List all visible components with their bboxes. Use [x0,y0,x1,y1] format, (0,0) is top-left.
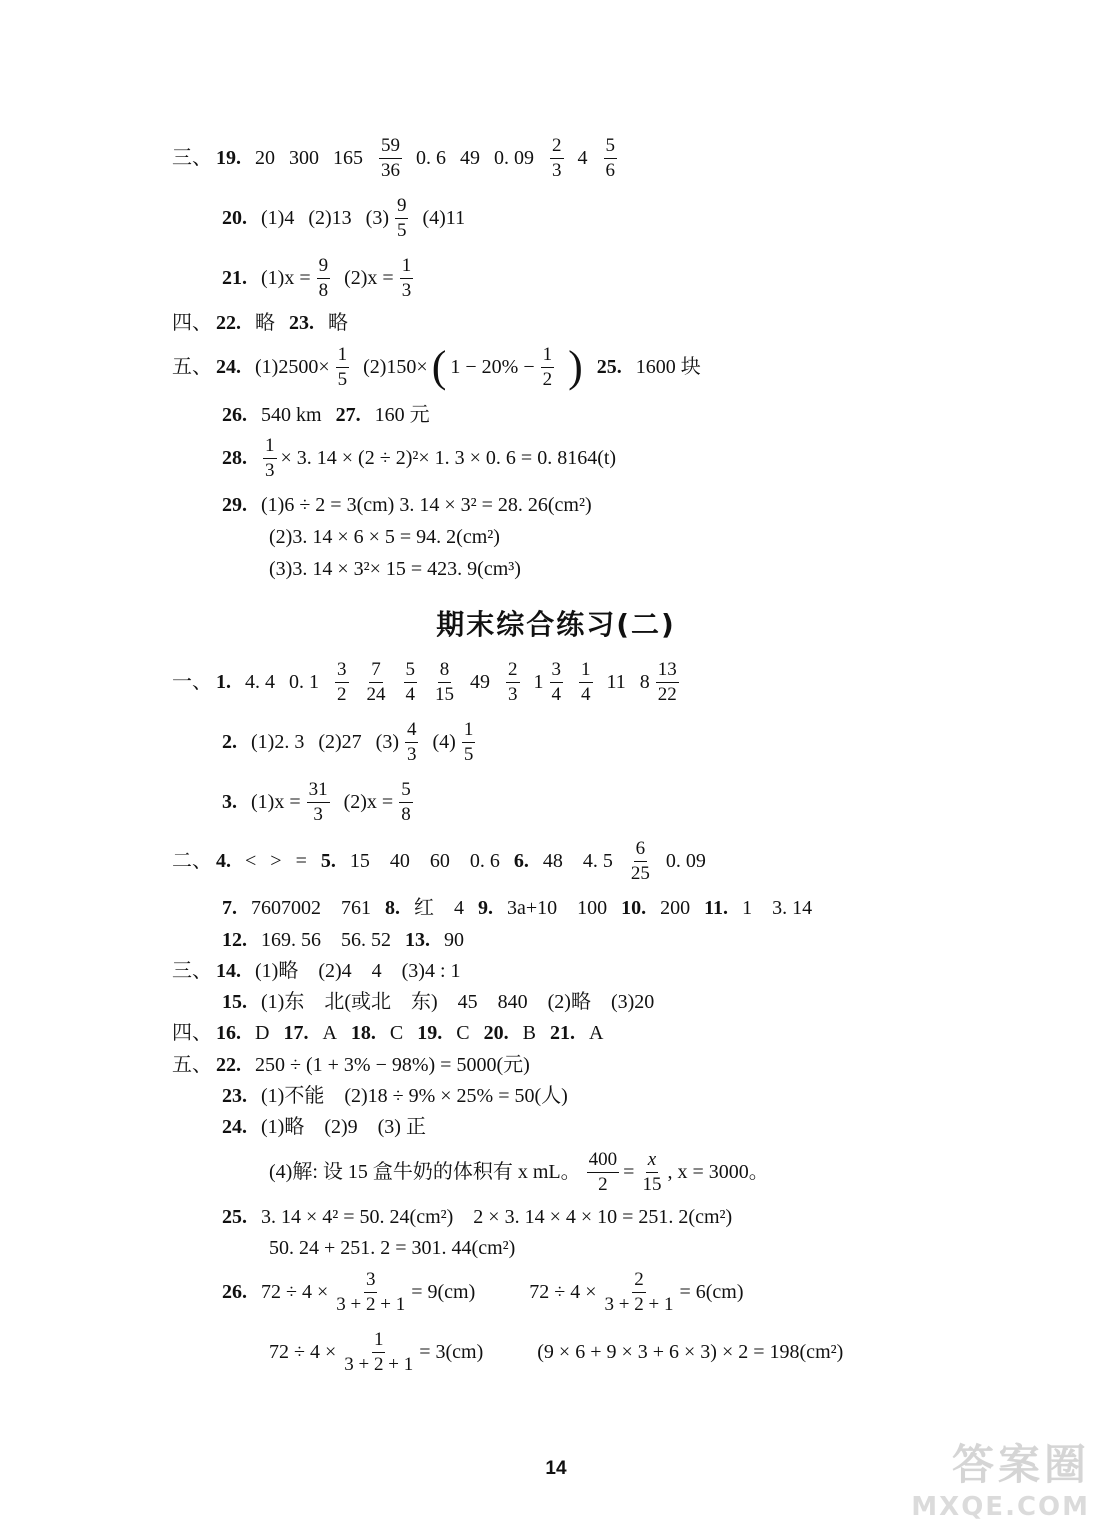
fraction: $\frac{5}{8}$ [401,779,411,825]
fraction: $\frac{31}{3}$ [308,779,328,825]
q26b-line-1: 26. 72 ÷ 4 × $\frac{3}{3 + 2 + 1}$ = 9(cm) 72 ÷ 4 × $\frac{2}{3 + 2 + 1}$ = 6(cm) [222,1269,744,1315]
fraction: $\frac{1}{2}$ [542,344,553,390]
q29-line-2: (2)3. 14 × 6 × 5 = 94. 2(cm²) [269,526,500,548]
fraction: 1 5 [463,719,474,765]
q26b-line-2: 72 ÷ 4 × $\frac{1}{3 + 2 + 1}$ = 3(cm) (9 × 6 + 9 × 3 + 6 × 3) × 2 = 198(cm²) [269,1329,844,1375]
q12-line: 12. 169. 56 56. 52 13. 90 [222,929,464,951]
q4-line: 二、 4. < > = 5. 15 40 60 0. 6 6. 48 4. 5 6 25 0. 09 [172,838,706,884]
q25-line-2: 50. 24 + 251. 2 = 301. 44(cm²) [269,1237,516,1259]
fraction: 8 15 [435,659,454,705]
fraction: 5 6 [605,135,615,181]
fraction: 59 36 [381,135,400,181]
q24b-line-2: (4)解: 设 15 盒牛奶的体积有 x mL。 $\frac{400}{2}$ = $\frac{x}{15}$ , x = 3000。 [269,1149,769,1195]
q1-line: 一、 1. 4. 4 0. 1 3 2 7 24 5 4 8 15 49 2 3 1 3 4 1 4 11 8 13 22 [172,659,677,705]
fraction: 9 5 [396,195,407,241]
fraction: 7 24 [366,659,386,705]
fraction: $\frac{2}{3 + 2 + 1}$ [604,1269,674,1315]
q2-line: 2. (1)2. 3 (2)27 (3) 4 3 (4) 1 5 [222,719,474,765]
q16-line: 四、 16. D 17. A 18. C 19. C 20. B 21. A [172,1022,604,1044]
fraction: $\frac{1}{3}$ [265,435,275,481]
right-paren: ) [568,342,583,392]
q22-line: 四、 22. 略 23. 略 [172,312,348,334]
fraction: 5 4 [405,659,415,705]
fraction: 3 2 [337,659,347,705]
fraction: 6 25 [630,838,650,884]
fraction: $\frac{9}{8}$ [318,255,329,301]
q19-line: 三、 19. 20 300 165 59 36 0. 6 49 0. 09 2 3 4 5 6 [172,135,615,181]
q26-line: 26. 540 km 27. 160 元 [222,404,430,426]
q15-line: 15. (1)东 北(或北 东) 45 840 (2)略 (3)20 [222,991,655,1013]
page-number: 14 [545,1458,567,1479]
watermark: 答案圈 MXQE.COM [911,1440,1090,1522]
q21-line: 21. (1)x = $\frac{9}{8}$ (2)x = $\frac{1}{3}$ [222,255,412,301]
fraction: 4 3 [406,719,417,765]
left-paren: ( [431,342,447,392]
fraction: 3 4 [551,659,561,705]
q25-line-1: 25. 3. 14 × 4² = 50. 24(cm²) 2 × 3. 14 × 4 × 10 = 251. 2(cm²) [222,1206,733,1228]
fraction: 1 4 [581,659,591,705]
fraction: $\frac{1}{3}$ [401,255,412,301]
q24-line: 五、 24. (1)2500× $\frac{1}{5}$ (2)150× ( 1 − 20% − $\frac{1}{2}$ ) 25. 1600 块 [172,342,701,392]
fraction: $\frac{3}{3 + 2 + 1}$ [336,1269,406,1315]
fraction: $\frac{400}{2}$ [588,1149,618,1195]
section-title: 期末综合练习(二) [436,608,676,641]
q24b-line-1: 24. (1)略 (2)9 (3) 正 [222,1116,426,1138]
fraction: $\frac{1}{3 + 2 + 1}$ [344,1329,414,1375]
q29-line-1: 29. (1)6 ÷ 2 = 3(cm) 3. 14 × 3² = 28. 26(cm²) [222,494,592,516]
fraction: 2 3 [552,135,562,181]
fraction: 13 22 [657,659,677,705]
fraction: $\frac{1}{5}$ [337,344,348,390]
q20-line: 20. (1)4 (2)13 (3) 9 5 (4)11 [222,195,466,241]
q22b-line: 五、 22. 250 ÷ (1 + 3% − 98%) = 5000(元) [172,1054,530,1076]
q23-line: 23. (1)不能 (2)18 ÷ 9% × 25% = 50(人) [222,1085,568,1107]
q7-line: 7. 7607002 761 8. 红 4 9. 3a+10 100 10. 200 11. 1 3. 14 [222,897,813,919]
q14-line: 三、 14. (1)略 (2)4 4 (3)4 : 1 [172,960,461,982]
q28-line: 28. $\frac{1}{3}$ × 3. 14 × (2 ÷ 2)²× 1. 3 × 0. 6 = 0. 8164(t) [222,435,617,481]
fraction: $\frac{x}{15}$ [642,1149,662,1195]
q3-line: 3. (1)x = $\frac{31}{3}$ (2)x = $\frac{5}{8}$ [222,779,411,825]
fraction: 2 3 [508,659,518,705]
q29-line-3: (3)3. 14 × 3²× 15 = 423. 9(cm³) [269,558,521,580]
